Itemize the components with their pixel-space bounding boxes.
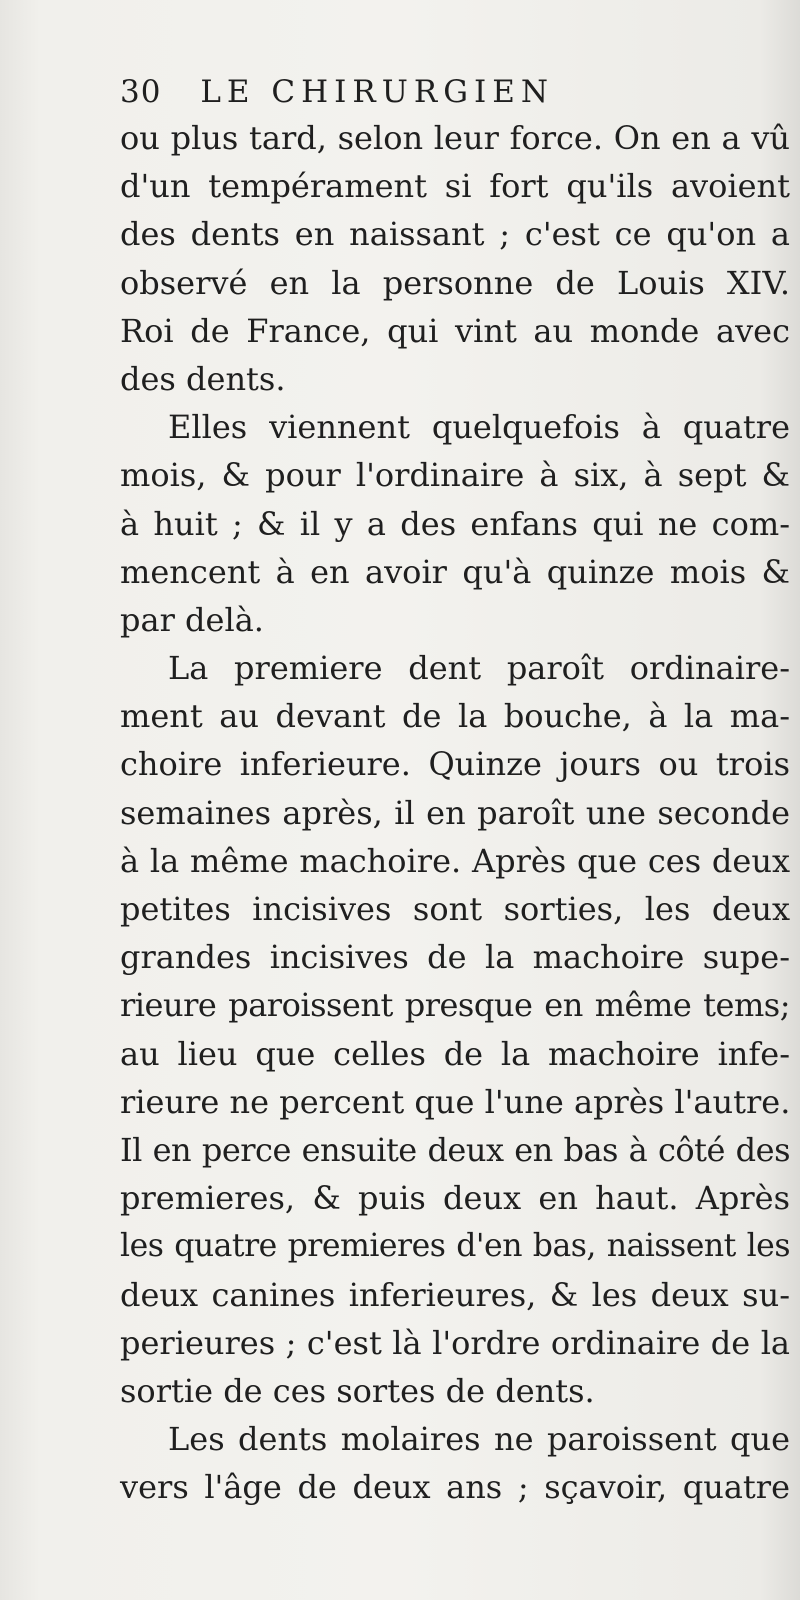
paragraph — [120, 1415, 790, 1511]
text-line: les quatre premieres d'en bas, naissent les — [120, 1228, 790, 1265]
text-line: ou plus tard, selon leur force. On en a vû — [120, 119, 790, 157]
text-line: à huit ; & il y a des enfans qui ne com- — [120, 504, 790, 543]
text-line: des dents. — [120, 359, 286, 398]
paragraph — [120, 644, 790, 1415]
text-line: premieres, & puis deux en haut. Après — [120, 1179, 790, 1218]
text-line: Roi de France, qui vint au monde avec — [120, 311, 790, 350]
paragraph — [120, 403, 790, 644]
text-line: perieures ; c'est là l'ordre ordinaire de la — [120, 1323, 790, 1362]
running-title: LE CHIRURGIEN — [200, 74, 554, 110]
text-line: Il en perce ensuite deux en bas à côté des — [120, 1130, 790, 1169]
text-line: mois, & pour l'ordinaire à six, à sept & — [120, 456, 790, 495]
text-line: ment au devant de la bouche, à la ma- — [120, 697, 790, 736]
text-line: semaines après, il en paroît une seconde — [120, 793, 790, 832]
text-line: La premiere dent paroît ordinaire- — [168, 649, 790, 688]
text-line: rieure paroissent presque en même tems; — [120, 986, 790, 1025]
text-line: d'un tempérament si fort qu'ils avoient — [120, 167, 790, 206]
text-line: observé en la personne de Louis XIV. — [120, 263, 790, 302]
running-head — [120, 70, 790, 114]
text-line: rieure ne percent que l'une après l'autre. — [120, 1082, 791, 1121]
text-line: choire inferieure. Quinze jours ou trois — [120, 745, 790, 784]
text-line: par delà. — [120, 600, 264, 639]
text-line: petites incisives sont sorties, les deux — [120, 890, 790, 928]
text-line: au lieu que celles de la machoire infe- — [120, 1034, 790, 1073]
text-line: mencent à en avoir qu'à quinze mois & — [120, 552, 790, 591]
text-line: des dents en naissant ; c'est ce qu'on a — [120, 215, 790, 254]
text-line: à la même machoire. Après que ces deux — [120, 841, 790, 880]
text-line: sortie de ces sortes de dents. — [120, 1371, 595, 1410]
text-line: Les dents molaires ne paroissent que — [168, 1420, 790, 1459]
text-block — [120, 70, 790, 1511]
text-line: deux canines inferieures, & les deux su- — [120, 1275, 790, 1314]
text-line: vers l'âge de deux ans ; sçavoir, quatre — [120, 1468, 790, 1507]
paragraph — [120, 114, 790, 403]
text-line: grandes incisives de la machoire supe- — [120, 938, 790, 977]
text-line: Elles viennent quelquefois à quatre — [168, 408, 790, 447]
page-number: 30 — [120, 74, 162, 110]
